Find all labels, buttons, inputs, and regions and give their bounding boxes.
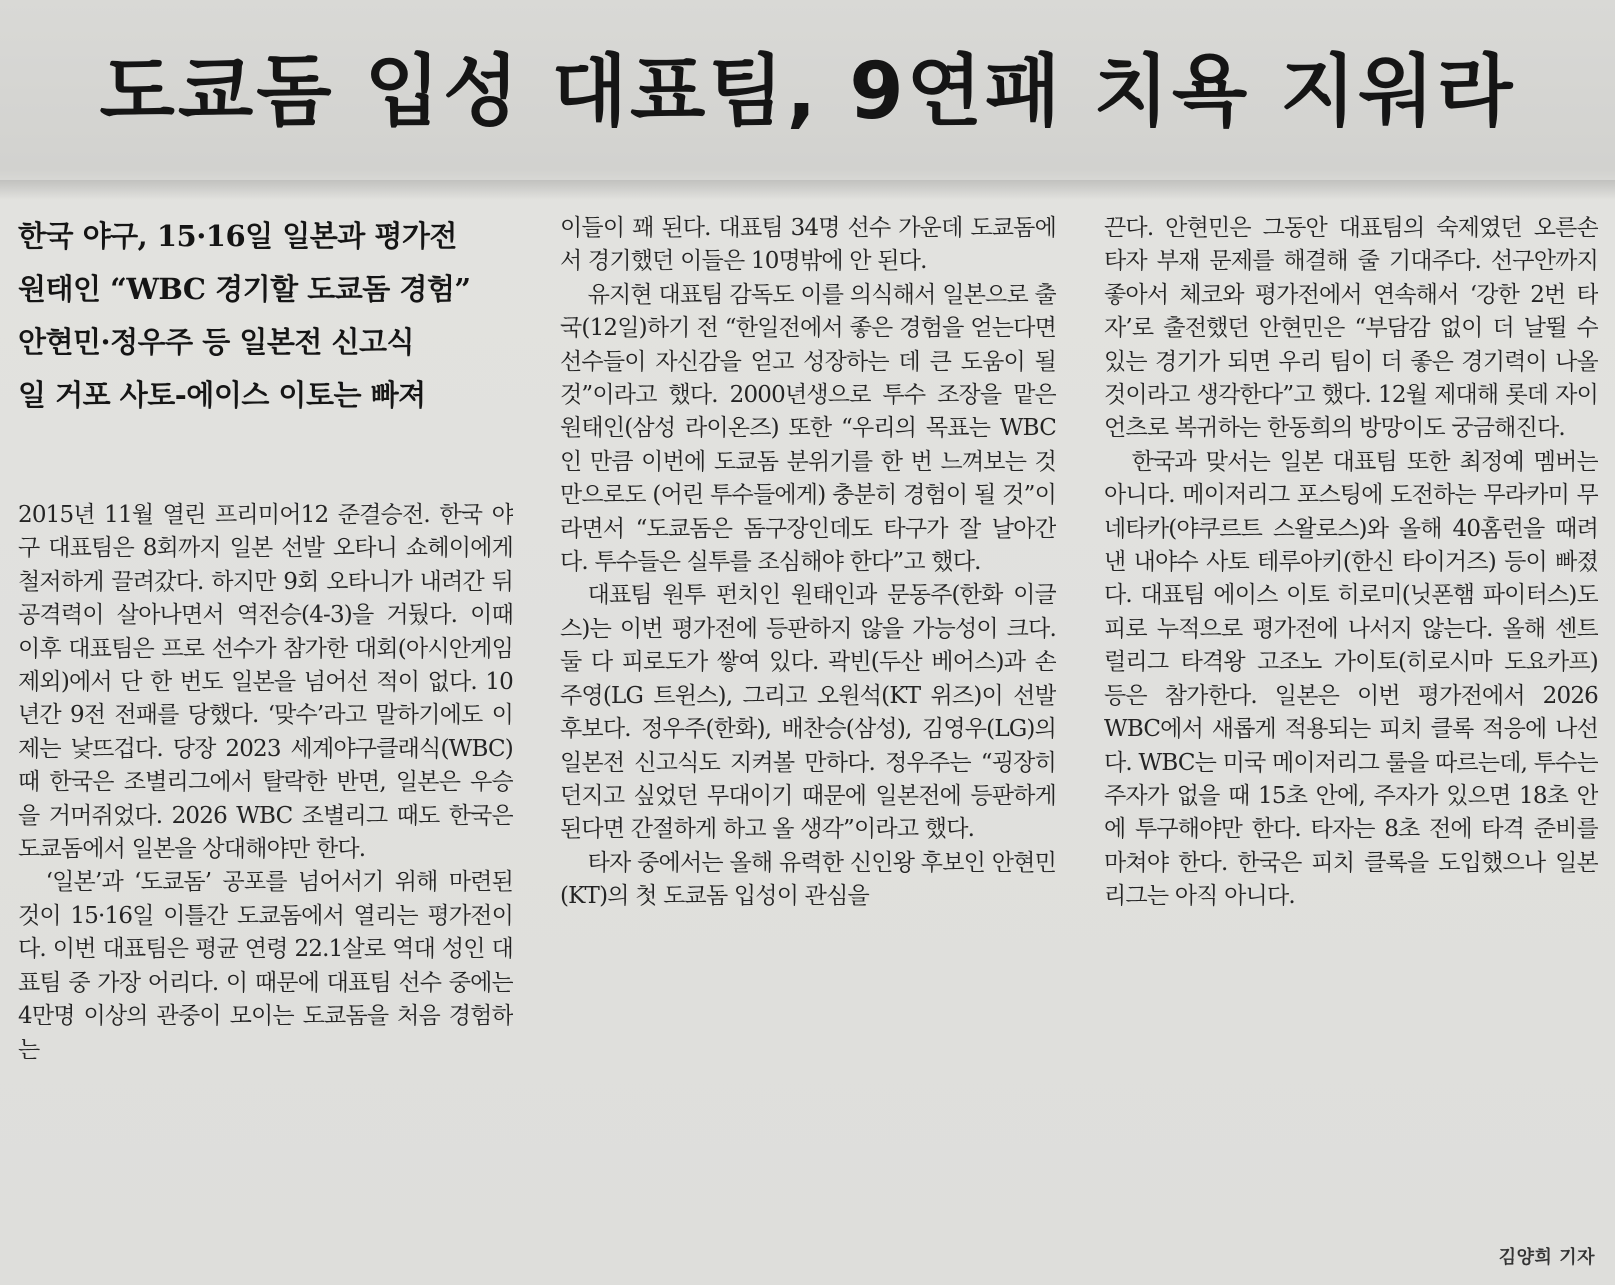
paragraph: 대표팀 원투 펀치인 원태인과 문동주(한화 이글스)는 이번 평가전에 등판하지 않을 가능성이 크다. 둘 다 피로도가 쌓여 있다. 곽빈(두산 베어스)과 손주영(LG 트윈스), 그리고 오원석(KT 위즈)이 선발 후보다. 정우주(한화), 배찬승(삼성), 김영우(LG)의 일본전 신고식도 지켜볼 만하다. 정우주는 “굉장히 던지고 싶었던 무대이기 때문에 일본전에 등판하게 된다면 간절하게 하고 올 생각”이라고 했다. — [560, 582, 1056, 843]
subheadline-block — [18, 210, 498, 422]
subheadline-2: 원태인 “WBC 경기할 도쿄돔 경험” — [18, 272, 471, 306]
article-column-3 — [1104, 212, 1598, 1232]
headline: 도쿄돔 입성 대표팀, 9연패 치욕 지워라 — [99, 47, 1516, 137]
paragraph: 끈다. 안현민은 그동안 대표팀의 숙제였던 오른손 타자 부재 문제를 해결해 줄 기대주다. 선구안까지 좋아서 체코와 평가전에서 연속해서 ‘강한 2번 타자’로 출전했던 안현민은 “부담감 없이 더 날뛸 수 있는 경기가 되면 우리 팀이 더 좋은 경기력이 나올 것이라고 생각한다”고 했다. 12월 제대해 롯데 자이언츠로 복귀하는 한동희의 방망이도 궁금해진다. — [1104, 215, 1598, 442]
paragraph: 타자 중에서는 올해 유력한 신인왕 후보인 안현민(KT)의 첫 도쿄돔 입성이 관심을 — [560, 849, 1056, 910]
subheadline-3: 안현민·정우주 등 일본전 신고식 — [18, 325, 415, 359]
subheadline-1: 한국 야구, 15·16일 일본과 평가전 — [18, 219, 457, 253]
paragraph: 2015년 11월 열린 프리미어12 준결승전. 한국 야구 대표팀은 8회까지 일본 선발 오타니 쇼헤이에게 철저하게 끌려갔다. 하지만 9회 오타니가 내려간 뒤 공격력이 살아나면서 역전승(4-3)을 거뒀다. 이때 이후 대표팀은 프로 선수가 참가한 대회(아시안게임 제외)에서 단 한 번도 일본을 넘어선 적이 없다. 10년간 9전 전패를 당했다. ‘맞수’라고 말하기에도 이제는 낯뜨겁다. 당장 2023 세계야구클래식(WBC) 때 한국은 조별리그에서 탈락한 반면, 일본은 우승을 거머쥐었다. 2026 WBC 조별리그 때도 한국은 도쿄돔에서 일본을 상대해야만 한다. — [18, 502, 513, 863]
byline: 김양희 기자 — [1498, 1247, 1595, 1268]
paragraph: 유지현 대표팀 감독도 이를 의식해서 일본으로 출국(12일)하기 전 “한일전에서 좋은 경험을 얻는다면 선수들이 자신감을 얻고 성장하는 데 큰 도움이 될 것”이라고 했다. 2000년생으로 투수 조장을 맡은 원태인(삼성 라이온즈) 또한 “우리의 목표는 WBC인 만큼 이번에 도쿄돔 분위기를 한 번 느껴보는 것만으로도 (어린 투수들에게) 충분히 경험이 될 것”이라면서 “도쿄돔은 돔구장인데도 타구가 잘 날아간다. 투수들은 실투를 조심해야 한다”고 했다. — [560, 281, 1056, 576]
paragraph: 이들이 꽤 된다. 대표팀 34명 선수 가운데 도쿄돔에서 경기했던 이들은 10명밖에 안 된다. — [560, 215, 1056, 275]
paragraph: 한국과 맞서는 일본 대표팀 또한 최정예 멤버는 아니다. 메이저리그 포스팅에 도전하는 무라카미 무네타카(야쿠르트 스왈로스)와 올해 40홈런을 때려낸 내야수 사토 테루아키(한신 타이거즈) 등이 빠졌다. 대표팀 에이스 이토 히로미(닛폰햄 파이터스)도 피로 누적으로 평가전에 나서지 않는다. 올해 센트럴리그 타격왕 고조노 가이토(히로시마 도요카프) 등은 참가한다. 일본은 이번 평가전에서 2026 WBC에서 새롭게 적용되는 피치 클록 적응에 나선다. WBC는 미국 메이저리그 룰을 따르는데, 투수는 주자가 없을 때 15초 안에, 주자가 있으면 18초 안에 투구해야만 한다. 타자는 8초 전에 타격 준비를 마쳐야 한다. 한국은 피치 클록을 도입했으나 일본리그는 아직 아니다. — [1104, 448, 1598, 910]
paragraph: ‘일본’과 ‘도쿄돔’ 공포를 넘어서기 위해 마련된 것이 15·16일 이틀간 도쿄돔에서 열리는 평가전이다. 이번 대표팀은 평균 연령 22.1살로 역대 성인 대표팀 중 가장 어리다. 이 때문에 대표팀 선수 중에는 4만명 이상의 관중이 모이는 도쿄돔을 처음 경험하는 — [18, 869, 513, 1063]
subheadline-4: 일 거포 사토-에이스 이토는 빠져 — [18, 378, 426, 412]
article-column-1 — [18, 499, 513, 1279]
article-column-2 — [560, 212, 1056, 1280]
